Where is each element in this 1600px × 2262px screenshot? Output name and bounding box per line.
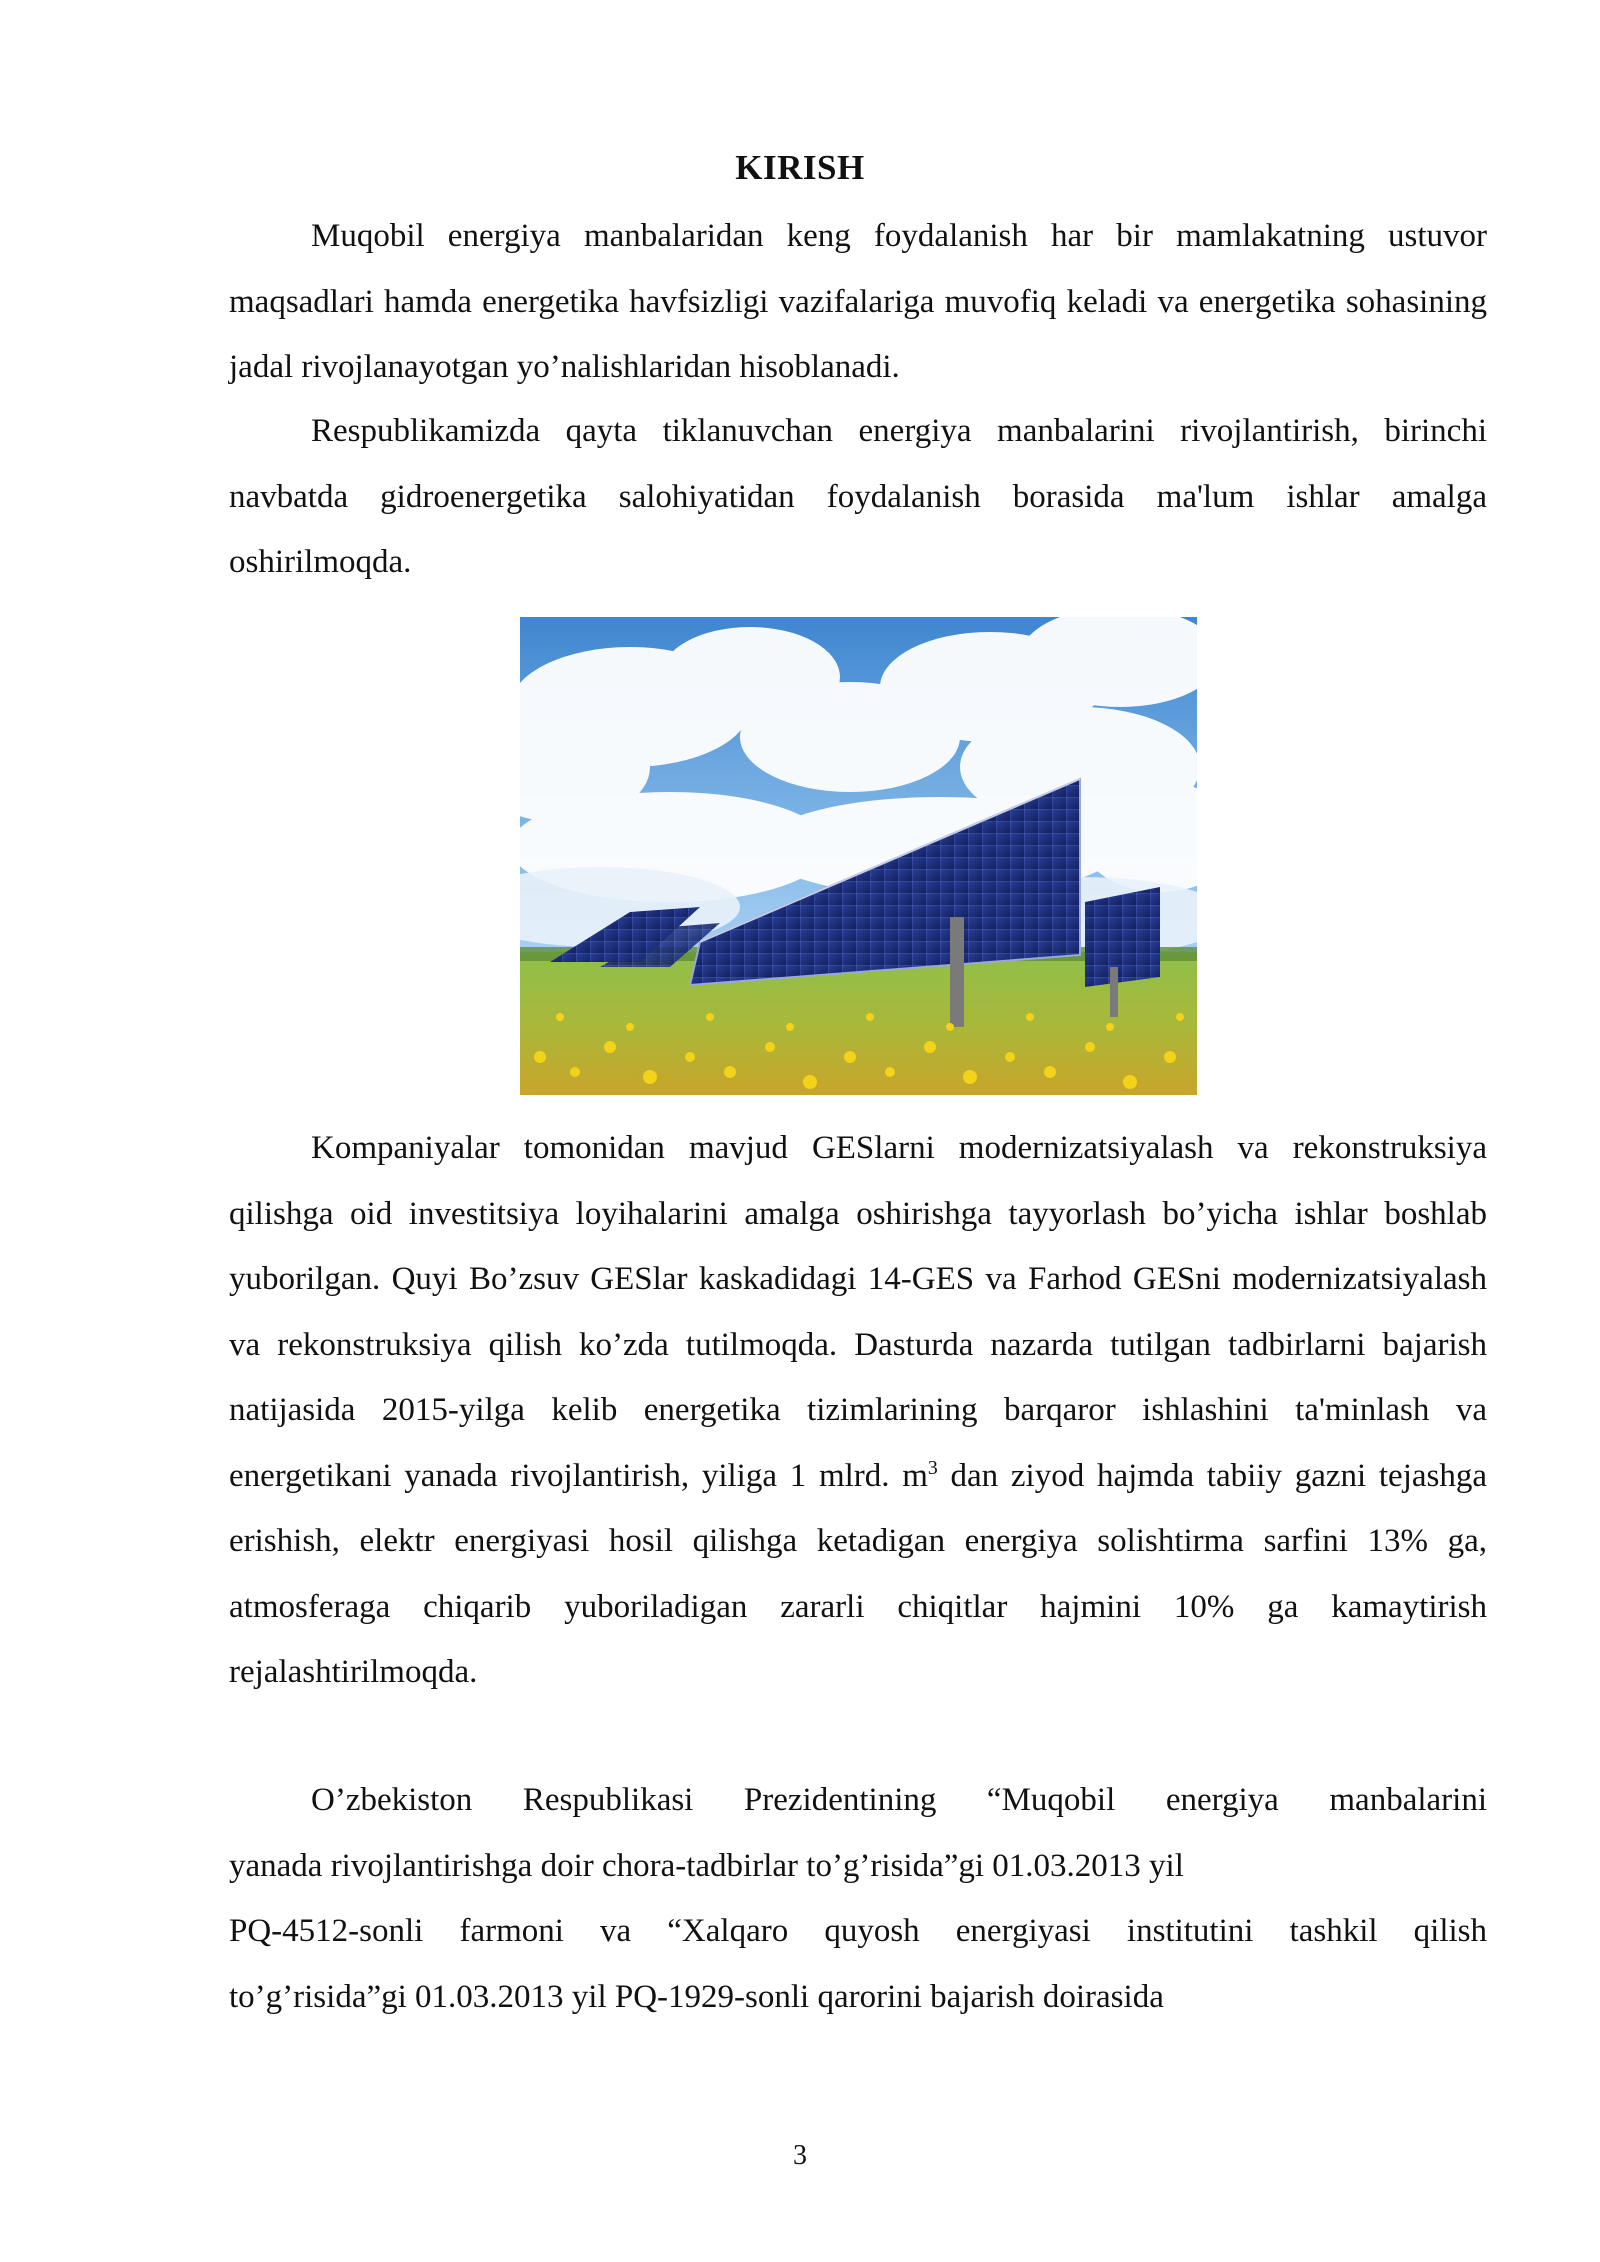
paragraph-modernization (229, 1116, 1487, 1706)
decree-line-4: to’g’risida”gi 01.03.2013 yil PQ-1929-sonli qarorini bajarish doirasida (229, 1978, 1164, 2015)
section-heading: KIRISH (735, 148, 865, 187)
solar-panel-photo (520, 617, 1197, 1095)
page-number: 3 (793, 2140, 807, 2171)
cubic-superscript: 3 (927, 1456, 938, 1479)
paragraph-decree (229, 1768, 1487, 2030)
decree-line-3: PQ-4512-sonli farmoni va “Xalqaro quyosh energiyasi institutini tashkil qilish (229, 1913, 1487, 1949)
paragraph-modernization-text-2: dan ziyod hajmda tabiiy gazni tejashga erishish, elektr energiyasi hosil qilishga ketadigan energiya solishtirma sarfini 13% ga, atmosferaga chiqarib yuboriladigan zararli chiqitlar hajmini 10% ga kamaytirish rejalashtirilmoqda. (229, 1457, 1487, 1690)
paragraph-renewables: Respublikamizda qayta tiklanuvchan energiya manbalarini rivojlantirish, birinchi navbatda gidroenergetika salohiyatidan foydalanish borasida ma'lum ishlar amalga oshirilmoqda. (229, 413, 1487, 580)
paragraph-modernization-text-1: Kompaniyalar tomonidan mavjud GESlarni modernizatsiyalash va rekonstruksiya qilishga oid investitsiya loyihalarini amalga oshirishga tayyorlash bo’yicha ishlar boshlab yuborilgan. Quyi Bo’zsuv GESlar kaskadidagi 14-GES va Farhod GESni modernizatsiyalash va rekonstruksiya qilish ko’zda tutilmoqda. Dasturda nazarda tutilgan tadbirlarni bajarish natijasida 2015-yilga kelib energetika tizimlarining barqaror ishlashini ta'minlash va energetikani yanada rivojlantirish, yiliga 1 mlrd. m (229, 1130, 1487, 1494)
decree-line-1: O’zbekiston Respublikasi Prezidentining “Muqobil energiya manbalarini (311, 1782, 1487, 1818)
decree-line-2: yanada rivojlantirishga doir chora-tadbirlar to’g’risida”gi 01.03.2013 yil (229, 1847, 1184, 1884)
paragraph-intro: Muqobil energiya manbalaridan keng foydalanish har bir mamlakatning ustuvor maqsadlari hamda energetika havfsizligi vazifalariga muvofiq keladi va energetika sohasining jadal rivojlanayotgan yo’nalishlaridan hisoblanadi. (229, 218, 1487, 385)
